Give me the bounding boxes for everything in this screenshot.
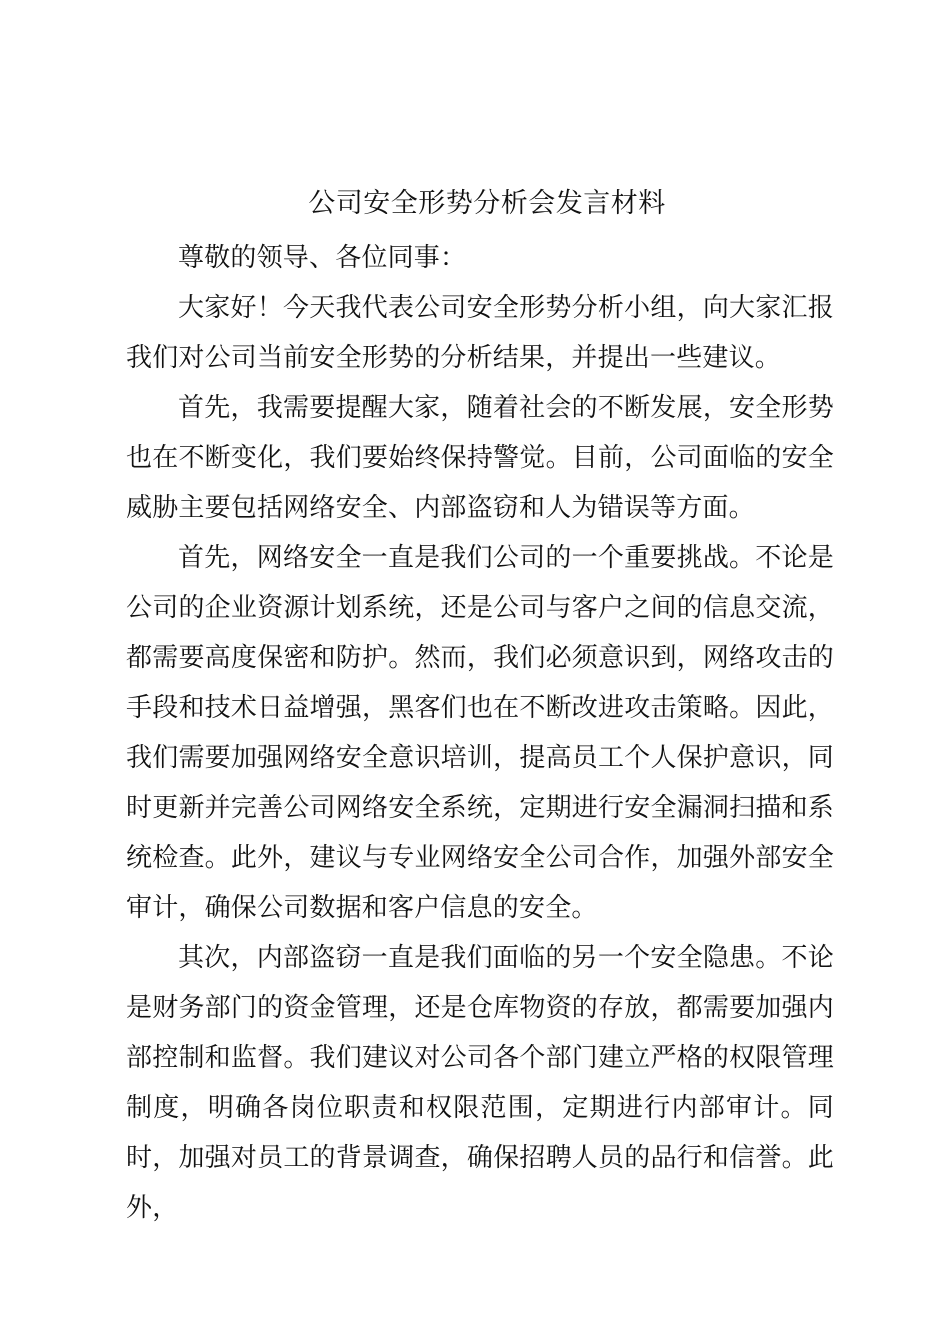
document-title: 公司安全形势分析会发言材料	[308, 188, 666, 219]
document-body	[126, 182, 834, 1233]
salutation: 尊敬的领导、各位同事：	[178, 243, 467, 273]
paragraph-overview: 首先，我需要提醒大家，随着社会的不断发展，安全形势也在不断变化，我们要始终保持警觉。目前，公司面临的安全威胁主要包括网络安全、内部盗窃和人为错误等方面。	[126, 393, 834, 523]
paragraph-internal-theft: 其次，内部盗窃一直是我们面临的另一个安全隐患。不论是财务部门的资金管理，还是仓库物资的存放，都需要加强内部控制和监督。我们建议对公司各个部门建立严格的权限管理制度，明确各岗位职责和权限范围，定期进行内部审计。同时，加强对员工的背景调查，确保招聘人员的品行和信誉。此外，	[126, 943, 834, 1223]
paragraph-network-security: 首先，网络安全一直是我们公司的一个重要挑战。不论是公司的企业资源计划系统，还是公司与客户之间的信息交流，都需要高度保密和防护。然而，我们必须意识到，网络攻击的手段和技术日益增强，黑客们也在不断改进攻击策略。因此，我们需要加强网络安全意识培训，提高员工个人保护意识，同时更新并完善公司网络安全系统，定期进行安全漏洞扫描和系统检查。此外，建议与专业网络安全公司合作，加强外部安全审计，确保公司数据和客户信息的安全。	[126, 543, 834, 923]
paragraph-greeting: 大家好！今天我代表公司安全形势分析小组，向大家汇报我们对公司当前安全形势的分析结果，并提出一些建议。	[126, 293, 834, 373]
